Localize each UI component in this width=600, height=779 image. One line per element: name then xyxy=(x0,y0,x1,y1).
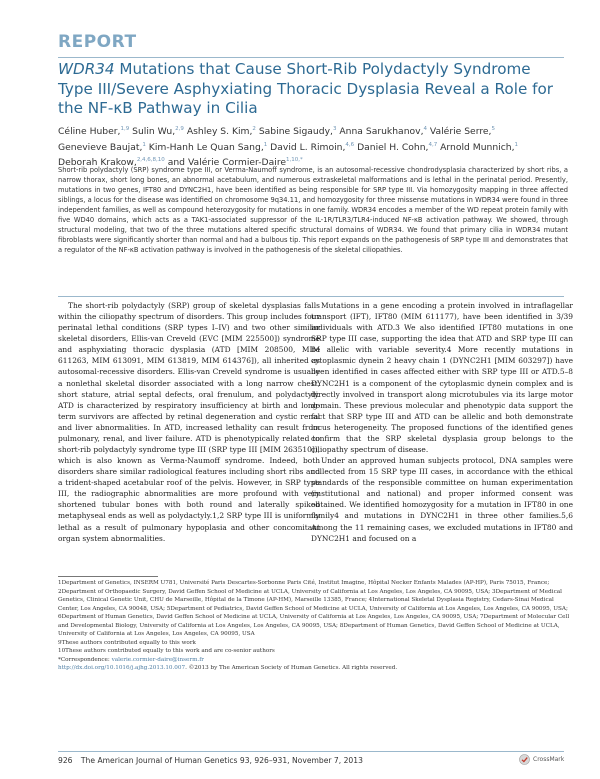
author: Kim-Hanh Le Quan Sang,$^1$ xyxy=(148,141,268,153)
author: David L. Rimoin,$^{4,6}$ xyxy=(270,141,355,153)
crossmark-icon xyxy=(519,754,530,765)
body-paragraph: The short-rib polydactyly (SRP) group of skeletal dysplasias falls within the ciliopathy spectrum of disorders. This group includes four perinatal lethal conditions (SRP types I–IV) and two other similar skeletal disorders, Ellis-van Creveld (EVC [MIM 225500]) syndrome and asphyxiating thoracic dysplasia (ATD [MIM 208500, MIM 611263, MIM 613091, MIM 613819, MIM 614376]), all inherited as autosomal-recessive disorders. Ellis-van Creveld syndrome is usually a nonlethal skeletal disorder associated with a long narrow chest, short stature, atrial septal defects, oral frenulum, and polydactyly. ATD is characterized by respiratory insufficiency at birth and long-term survivors are affected by retinal degeneration and cystic renal and liver abnormalities. In ATD, increased lethality can result from pulmonary, renal, and liver failure. ATD is phenotypically related to short-rib polydactyly syndrome type III (SRP type III [MIM 263510]), which is also known as Verma-Naumoff syndrome. Indeed, both disorders share similar radiological features including short ribs and a trident-shaped acetabular roof of the pelvis. However, in SRP type III, the radiographic abnormalities are more profound with very shortened tubular bones with both round and laterally spiked metaphyseal ends as well as polydactyly.1,2 SRP type III is uniformly lethal as a result of pulmonary hypoplasia and other concomitant organ system abnormalities. xyxy=(58,301,320,543)
author-affiliation-marker: 1 xyxy=(142,141,146,148)
footer-divider xyxy=(58,751,564,752)
body-paragraph: Mutations in a gene encoding a protein involved in intraflagellar transport (IFT), IFT80 (MIM 611177), have been identified in 3/39 individuals with ATD.3 We also identified IFT80 mutations in one SRP type III case, supporting the idea that ATD and SRP type III can be allelic with variable severity.4 More recently mutations in cytoplasmic dynein 2 heavy chain 1 (DYNC2H1 [MIM 603297]) have been identified in cases affected either with SRP type III or ATD.5–8 DYNC2H1 is a component of the cytoplasmic dynein complex and is directly involved in transport along microtubules via its large motor domain. These previous molecular and phenotypic data support the fact that SRP type III and ATD can be allelic and both demonstrate locus heterogeneity. The proposed functions of the identified genes confirm that the SRP skeletal dysplasia group belongs to the ciliopathy spectrum of disease. xyxy=(311,301,573,455)
author-affiliation-marker: 4,7 xyxy=(428,141,438,148)
author-affiliation-marker: 4,6 xyxy=(345,141,355,148)
affiliations: 1Department of Genetics, INSERM U781, Université Paris Descartes-Sorbonne Paris Cité, Institut Imagine, Hôpital Necker Enfants Malades (AP-HP), Paris 75015, France; 2Department of Orthopaedic Surgery, David Geffen School of Medicine at UCLA, University of California at Los Angeles, Los Angeles, CA 90095, USA; 3Department of Medical Genetics, Clinical Genetic Unit, CHU de Marseille, Hôpital de la Timone (AP-HM), Marseille 13385, France; 4International Skeletal Dysplasia Registry, Cedars-Sinai Medical Center, Los Angeles, CA 90048, USA; 5Department of Pediatrics, David Geffen School of Medicine at UCLA, University of California at Los Angeles, Los Angeles, CA 90095, USA; 6Department of Human Genetics, David Geffen School of Medicine at UCLA, University of California at Los Angeles, Los Angeles, CA 90095, USA; 7Department of Molecular Cell and Developmental Biology, University of California at Los Angeles, Los Angeles, CA 90095, USA; 8Department of Human Genetics, David Geffen School of Medicine at UCLA, University of California at Los Angeles, Los Angeles, CA 90095, USA xyxy=(58,580,570,638)
title-gene: WDR34 xyxy=(58,60,115,78)
author: Ashley S. Kim,$^2$ xyxy=(186,126,256,138)
author-list xyxy=(58,123,568,170)
section-label: REPORT xyxy=(58,32,137,52)
author: Daniel H. Cohn,$^{4,7}$ xyxy=(357,141,438,153)
footnotes xyxy=(58,579,573,673)
body-paragraph: Under an approved human subjects protocol, DNA samples were collected from 15 SRP type III cases, in accordance with the ethical standards of the responsible committee on human experimentation (institutional and national) and proper informed consent was obtained. We identified homozygosity for a mutation in IFT80 in one family4 and mutations in DYNC2H1 in three other families.5,6 Among the 11 remaining cases, we excluded mutations in IFT80 and DYNC2H1 and focused on a xyxy=(311,456,573,543)
equal-contribution-note: 9These authors contributed equally to this work xyxy=(58,639,196,646)
crossmark-label: CrossMark xyxy=(533,756,565,763)
journal-citation: The American Journal of Human Genetics 93, 926–931, November 7, 2013 xyxy=(80,756,363,765)
author: Céline Huber,$^{1,9}$ xyxy=(58,126,130,138)
author-affiliation-marker: 5 xyxy=(491,126,495,132)
page-footer xyxy=(58,756,363,765)
correspondence-email-link[interactable]: valerie.cormier-daire@inserm.fr xyxy=(111,656,204,663)
co-senior-note: 10These authors contributed equally to this work and are co-senior authors xyxy=(58,648,275,655)
page-number: 926 xyxy=(58,756,73,765)
author: Arnold Munnich,$^1$ xyxy=(440,141,519,153)
correspondence: *Correspondence: valerie.cormier-daire@inserm.fr xyxy=(58,656,204,663)
title-rest: Mutations that Cause Short-Rib Polydactyly Syndrome Type III/Severe Asphyxiating Thoracic Dysplasia Reveal a Role for the NF-κB Pathway in Cilia xyxy=(58,60,553,117)
body-column-left xyxy=(58,300,320,544)
body-column-right xyxy=(311,300,573,544)
doi-link[interactable]: http://dx.doi.org/10.1016/j.ajhg.2013.10.007 xyxy=(58,665,186,672)
abstract-divider xyxy=(58,296,564,297)
author-affiliation-marker: 1 xyxy=(514,141,519,148)
author: Sabine Sigaudy,$^3$ xyxy=(258,126,337,138)
crossmark-badge[interactable] xyxy=(519,754,564,765)
author-affiliation-marker: 1,10,* xyxy=(286,157,303,164)
abstract: Short-rib polydactyly (SRP) syndrome type III, or Verma-Naumoff syndrome, is an autosomal-recessive chondrodysplasia characterized by short ribs, a narrow thorax, short long bones, an abnormal acetabulum, and numerous extraskeletal malformations and is lethal in the perinatal period. Presently, mutations in two genes, IFT80 and DYNC2H1, have been identified as being responsible for SRP type III. Via homozygosity mapping in three affected siblings, a locus for the disease was identified on chromosome 9q34.11, and homozygosity for three missense mutations in WDR34 were found in three independent families, as well as compound heterozygosity for mutations in one family. WDR34 encodes a member of the WD repeat protein family with five WD40 domains, which acts as a TAK1-associated suppressor of the IL-1R/TLR3/TLR4-induced NF-κB activation pathway. We showed, through structural modeling, that two of the three mutations altered specific structural domains of WDR34. We found that primary cilia in WDR34 mutant fibroblasts were significantly shorter than normal and had a bulbous tip. This report expands on the pathogenesis of SRP type III and demonstrates that a regulator of the NF-κB activation pathway is involved in the pathogenesis of the skeletal ciliopathies. xyxy=(58,166,568,255)
author-affiliation-marker: 4 xyxy=(423,126,427,132)
copyright: . ©2013 by The American Society of Human Genetics. All rights reserved. xyxy=(185,665,398,672)
article-title xyxy=(58,60,568,119)
footnote-separator xyxy=(58,576,158,577)
top-divider xyxy=(58,57,564,58)
author: Valérie Serre,$^5$ xyxy=(429,126,495,138)
doi-line xyxy=(58,664,573,673)
author-affiliation-marker: 3 xyxy=(332,126,337,132)
author: Sulin Wu,$^{2,9}$ xyxy=(132,126,184,138)
author: Deborah Krakow,$^{2,4,6,8,10}$ xyxy=(58,157,165,169)
author-affiliation-marker: 2,9 xyxy=(175,126,184,132)
author-affiliation-marker: 1 xyxy=(263,141,268,148)
author-affiliation-marker: 2,4,6,8,10 xyxy=(136,157,165,164)
author: Anna Sarukhanov,$^4$ xyxy=(339,126,427,138)
author: Genevieve Baujat,$^1$ xyxy=(58,141,146,153)
author-affiliation-marker: 1,9 xyxy=(120,126,130,132)
author: and Valérie Cormier-Daire$^{1,10,*}$ xyxy=(167,157,303,169)
author-affiliation-marker: 2 xyxy=(252,126,256,132)
